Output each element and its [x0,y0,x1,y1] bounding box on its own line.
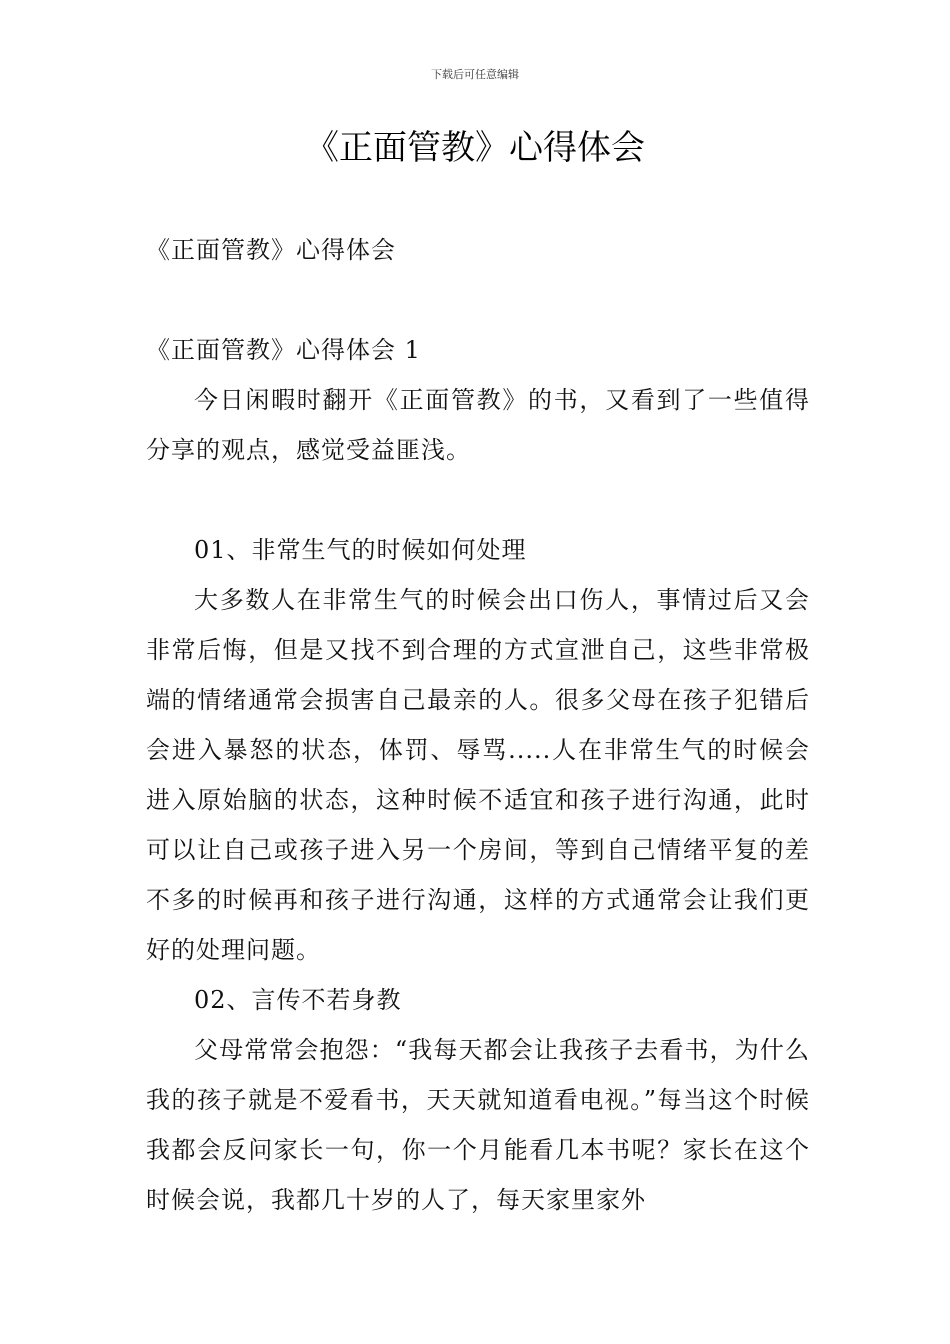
point-2-paragraph: 父母常常会抱怨：“我每天都会让我孩子去看书，为什么我的孩子就是不爱看书，天天就知道看电视。”每当这个时候我都会反问家长一句，你一个月能看几本书呢？家长在这个时候会说，我都几十岁的人了，每天家里家外 [146,1036,810,1214]
document-body [146,225,810,1225]
point-2-heading: 02、言传不若身教 [194,986,402,1014]
spacer [146,475,810,525]
header-note: 下载后可任意编辑 [431,68,519,81]
intro-paragraph: 今日闲暇时翻开《正面管教》的书，又看到了一些值得分享的观点，感觉受益匪浅。 [146,386,810,464]
subtitle: 《正面管教》心得体会 [146,236,396,264]
point-1-heading: 01、非常生气的时候如何处理 [194,536,527,564]
spacer [146,275,810,325]
document-title: 《正面管教》心得体会 [305,128,645,168]
section-heading: 《正面管教》心得体会 1 [146,336,421,364]
point-1-paragraph: 大多数人在非常生气的时候会出口伤人，事情过后又会非常后悔，但是又找不到合理的方式宣泄自己，这些非常极端的情绪通常会损害自己最亲的人。很多父母在孩子犯错后会进入暴怒的状态，体罚、辱骂.....人在非常生气的时候会进入原始脑的状态，这种时候不适宜和孩子进行沟通，此时可以让自己或孩子进入另一个房间，等到自己情绪平复的差不多的时候再和孩子进行沟通，这样的方式通常会让我们更好的处理问题。 [146,586,810,964]
